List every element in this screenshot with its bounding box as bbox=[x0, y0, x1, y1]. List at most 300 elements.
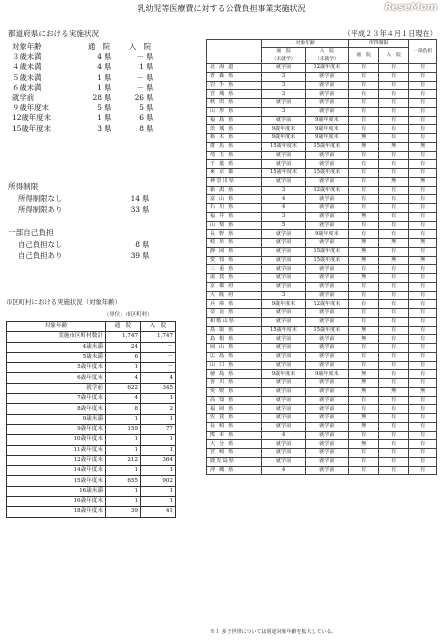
prefecture-value-cell: 就学前 bbox=[262, 457, 305, 466]
municipal-count-cell: 159 bbox=[106, 424, 141, 434]
table-row bbox=[207, 142, 437, 151]
pref-summary-age: 15歳年度末 bbox=[12, 123, 51, 133]
prefecture-value-cell: 有 bbox=[409, 90, 437, 99]
prefecture-value-cell: 就学前 bbox=[305, 212, 348, 221]
prefecture-value-cell: 無 bbox=[349, 256, 379, 265]
municipal-count-cell: 2 bbox=[141, 404, 176, 414]
municipal-count-cell: 1 bbox=[106, 445, 141, 455]
prefecture-value-cell: 有 bbox=[409, 414, 437, 423]
table-row bbox=[207, 396, 437, 405]
municipal-count-cell: 8 bbox=[106, 404, 141, 414]
prefecture-name-cell: 兵 庫 県 bbox=[207, 300, 262, 309]
prefecture-value-cell: 有 bbox=[349, 195, 379, 204]
prefecture-value-cell: 有 bbox=[379, 64, 409, 73]
pref-summary-iu: 県 bbox=[146, 52, 154, 62]
prefecture-value-cell: 有 bbox=[409, 265, 437, 274]
prefecture-value-cell: 就学前 bbox=[262, 405, 305, 414]
municipal-count-cell: 41 bbox=[141, 507, 176, 517]
prefecture-value-cell: 有 bbox=[379, 116, 409, 125]
prefecture-value-cell: 有 bbox=[349, 466, 379, 475]
table-row bbox=[207, 449, 437, 458]
prefecture-value-cell: 有 bbox=[349, 186, 379, 195]
table-row bbox=[7, 414, 176, 424]
pref-summary-age: 12歳年度末 bbox=[12, 113, 51, 123]
prefecture-value-cell: 就学前 bbox=[262, 230, 305, 239]
prefecture-name-cell: 三 重 県 bbox=[207, 265, 262, 274]
municipal-count-cell: 1 bbox=[141, 435, 176, 445]
prefecture-value-cell: 有 bbox=[409, 352, 437, 361]
prefecture-value-cell: 無 bbox=[349, 379, 379, 388]
prefecture-value-cell: 15歳年度末 bbox=[262, 326, 305, 335]
prefecture-value-cell: 有 bbox=[379, 247, 409, 256]
table-row bbox=[7, 383, 176, 393]
prefecture-value-cell: 有 bbox=[379, 282, 409, 291]
pref-summary-age: ３歳未満 bbox=[12, 52, 42, 62]
prefecture-value-cell: 9歳年度末 bbox=[262, 134, 305, 143]
prefecture-name-cell: 岩 手 県 bbox=[207, 81, 262, 90]
prefecture-value-cell: 就学前 bbox=[262, 344, 305, 353]
prefecture-name-cell: 滋 賀 県 bbox=[207, 274, 262, 283]
municipal-age-cell: 6歳年度末 bbox=[7, 373, 106, 383]
table-row bbox=[207, 300, 437, 309]
prefecture-value-cell: 無 bbox=[379, 142, 409, 151]
prefecture-value-cell: 有 bbox=[379, 352, 409, 361]
prefecture-value-cell: 有 bbox=[409, 335, 437, 344]
table-row bbox=[207, 195, 437, 204]
table-row bbox=[7, 476, 176, 486]
prefecture-value-cell: 有 bbox=[409, 431, 437, 440]
table-row bbox=[207, 317, 437, 326]
pref-summary-o: 1 bbox=[97, 113, 102, 123]
table-row bbox=[207, 169, 437, 178]
municipal-age-cell: 9歳年度末 bbox=[7, 424, 106, 434]
prefecture-value-cell: 無 bbox=[379, 387, 409, 396]
prefecture-value-cell: 有 bbox=[349, 344, 379, 353]
prefecture-value-cell: 無 bbox=[409, 142, 437, 151]
prefecture-value-cell: 4 bbox=[262, 431, 305, 440]
prefecture-value-cell: 無 bbox=[349, 440, 379, 449]
prefecture-value-cell: 9歳年度末 bbox=[305, 125, 348, 134]
prefecture-value-cell: 有 bbox=[349, 230, 379, 239]
prefecture-value-cell: 無 bbox=[409, 177, 437, 186]
income-limit-heading: 所得制限 bbox=[8, 182, 39, 191]
prefecture-value-cell: 有 bbox=[379, 422, 409, 431]
prefecture-name-cell: 大 分 県 bbox=[207, 440, 262, 449]
income-limit-row bbox=[18, 204, 149, 215]
prefecture-name-cell: 山 形 県 bbox=[207, 107, 262, 116]
prefecture-value-cell: 有 bbox=[409, 99, 437, 108]
pref-summary-age: ９歳年度末 bbox=[12, 103, 49, 113]
prefecture-name-cell: 岐 阜 県 bbox=[207, 239, 262, 248]
pref-table-header bbox=[207, 40, 437, 48]
prefecture-value-cell: 就学前 bbox=[262, 396, 305, 405]
municipal-count-cell: 1 bbox=[106, 497, 141, 507]
municipal-count-cell: 1 bbox=[106, 435, 141, 445]
prefecture-value-cell: 3 bbox=[262, 90, 305, 99]
pref-summary-i: － bbox=[136, 82, 144, 92]
income-limit-label: 所得制限あり bbox=[18, 205, 63, 214]
prefecture-name-cell: 長 野 県 bbox=[207, 230, 262, 239]
prefecture-value-cell: 3 bbox=[262, 186, 305, 195]
pref-summary-row bbox=[12, 124, 162, 134]
pref-summary-iu: 県 bbox=[146, 103, 154, 113]
table-row bbox=[207, 81, 437, 90]
prefecture-value-cell: 就学前 bbox=[305, 422, 348, 431]
municipal-count-cell: 1 bbox=[141, 445, 176, 455]
municipal-count-cell: 1,747 bbox=[106, 332, 141, 342]
prefecture-value-cell: 有 bbox=[409, 221, 437, 230]
prefecture-value-cell: 無 bbox=[349, 422, 379, 431]
prefecture-value-cell: 無 bbox=[349, 370, 379, 379]
copay-unit: 県 bbox=[142, 240, 150, 249]
income-limit-value: 33 bbox=[130, 205, 140, 214]
municipal-count-cell: 212 bbox=[106, 455, 141, 465]
income-limit-unit: 県 bbox=[142, 194, 150, 203]
prefecture-value-cell: 有 bbox=[349, 177, 379, 186]
prefecture-value-cell: 就学前 bbox=[262, 317, 305, 326]
copay-row bbox=[18, 239, 149, 250]
prefecture-value-cell: 就学前 bbox=[305, 414, 348, 423]
prefecture-value-cell: 就学前 bbox=[305, 466, 348, 475]
prefecture-value-cell: 有 bbox=[379, 160, 409, 169]
prefecture-value-cell: 就学前 bbox=[262, 64, 305, 73]
prefecture-value-cell: 4 bbox=[262, 466, 305, 475]
prefecture-name-cell: 秋 田 県 bbox=[207, 99, 262, 108]
pref-summary-i: 8 bbox=[139, 123, 144, 133]
prefecture-value-cell: 就学前 bbox=[262, 247, 305, 256]
footnote: ※１ 多子世帯については別途対象年齢を拡大している。 bbox=[210, 629, 337, 635]
table-row bbox=[207, 422, 437, 431]
prefecture-value-cell: 就学前 bbox=[305, 90, 348, 99]
prefecture-value-cell: 有 bbox=[349, 72, 379, 81]
table-row bbox=[7, 352, 176, 362]
prefecture-value-cell: 無 bbox=[349, 387, 379, 396]
copay-unit: 県 bbox=[142, 251, 150, 260]
prefecture-value-cell: 有 bbox=[349, 431, 379, 440]
prefecture-value-cell: 有 bbox=[409, 300, 437, 309]
prefecture-value-cell: 有 bbox=[379, 221, 409, 230]
prefecture-name-cell: 高 知 県 bbox=[207, 396, 262, 405]
income-limit-label: 所得制限なし bbox=[18, 194, 63, 203]
income-limit-list bbox=[18, 193, 149, 215]
prefecture-name-cell: 奈 良 県 bbox=[207, 309, 262, 318]
table-row bbox=[207, 370, 437, 379]
prefecture-value-cell: 有 bbox=[409, 309, 437, 318]
page-title: 乳幼児等医療費に対する公費負担事業実施状況 bbox=[137, 4, 306, 13]
prefecture-value-cell: 就学前 bbox=[305, 291, 348, 300]
prefecture-value-cell: 就学前 bbox=[262, 352, 305, 361]
prefecture-value-cell: 就学前 bbox=[305, 265, 348, 274]
prefecture-value-cell: 有 bbox=[379, 326, 409, 335]
prefecture-value-cell: 無 bbox=[349, 335, 379, 344]
table-row bbox=[207, 361, 437, 370]
prefecture-value-cell: 有 bbox=[379, 99, 409, 108]
pref-summary-ou: 県 bbox=[104, 82, 112, 92]
prefecture-value-cell: 有 bbox=[349, 317, 379, 326]
prefecture-value-cell: 有 bbox=[409, 291, 437, 300]
municipal-age-cell: 12歳年度末 bbox=[7, 455, 106, 465]
pref-summary-row bbox=[12, 103, 162, 113]
table-row bbox=[207, 212, 437, 221]
prefecture-name-cell: 大 阪 府 bbox=[207, 291, 262, 300]
prefecture-value-cell: 9歳年度末 bbox=[262, 300, 305, 309]
prefecture-value-cell: 就学前 bbox=[305, 405, 348, 414]
prefecture-value-cell: 就学前 bbox=[262, 151, 305, 160]
prefecture-name-cell: 愛 媛 県 bbox=[207, 387, 262, 396]
table-row bbox=[207, 160, 437, 169]
prefecture-value-cell: 有 bbox=[379, 72, 409, 81]
prefecture-name-cell: 広 島 県 bbox=[207, 352, 262, 361]
municipal-count-cell: 1 bbox=[106, 414, 141, 424]
prefecture-value-cell: 有 bbox=[379, 195, 409, 204]
pref-summary-o: 1 bbox=[97, 72, 102, 82]
prefecture-value-cell: 就学前 bbox=[305, 282, 348, 291]
copay-label: 自己負担なし bbox=[18, 240, 63, 249]
prefecture-name-cell: 青 森 県 bbox=[207, 72, 262, 81]
subheader-limit-inpatient: 入 院 bbox=[379, 48, 409, 64]
pref-summary-o: 5 bbox=[97, 103, 102, 113]
prefecture-name-cell: 佐 賀 県 bbox=[207, 414, 262, 423]
municipal-count-cell: 4 bbox=[141, 373, 176, 383]
prefecture-value-cell: 9歳年度末 bbox=[262, 370, 305, 379]
table-row bbox=[7, 486, 176, 496]
prefecture-value-cell: 就学前 bbox=[262, 256, 305, 265]
pref-summary-ou: 県 bbox=[104, 72, 112, 82]
table-row bbox=[207, 291, 437, 300]
prefecture-name-cell: 石 川 県 bbox=[207, 204, 262, 213]
pref-summary-ou: 県 bbox=[104, 92, 112, 102]
prefecture-name-cell: 岡 山 県 bbox=[207, 344, 262, 353]
table-row bbox=[207, 134, 437, 143]
pref-section-heading: 都道府県における実施状況 bbox=[8, 29, 100, 38]
prefecture-value-cell: 有 bbox=[349, 160, 379, 169]
prefecture-value-cell: 15歳年度末 bbox=[305, 142, 348, 151]
prefecture-value-cell: 有 bbox=[409, 449, 437, 458]
municipal-count-cell: 4 bbox=[106, 394, 141, 404]
table-row bbox=[7, 363, 176, 373]
income-limit-unit: 県 bbox=[142, 205, 150, 214]
table-row bbox=[207, 282, 437, 291]
prefecture-value-cell: 無 bbox=[349, 134, 379, 143]
prefecture-value-cell: 有 bbox=[349, 309, 379, 318]
municipal-age-cell: 10歳年度末 bbox=[7, 435, 106, 445]
pref-summary-iu: 県 bbox=[146, 123, 154, 133]
prefecture-value-cell: 無 bbox=[409, 387, 437, 396]
prefecture-name-cell: 熊 本 県 bbox=[207, 431, 262, 440]
prefecture-table bbox=[206, 39, 437, 475]
prefecture-value-cell: 有 bbox=[349, 107, 379, 116]
table-row bbox=[207, 116, 437, 125]
prefecture-name-cell: 茨 城 県 bbox=[207, 125, 262, 134]
prefecture-value-cell: 就学前 bbox=[262, 116, 305, 125]
prefecture-value-cell: 9歳年度末 bbox=[305, 230, 348, 239]
pref-summary-iu: 県 bbox=[146, 82, 154, 92]
prefecture-value-cell: 有 bbox=[409, 204, 437, 213]
table-row bbox=[207, 405, 437, 414]
prefecture-value-cell: 就学前 bbox=[262, 160, 305, 169]
prefecture-value-cell: 有 bbox=[409, 370, 437, 379]
prefecture-value-cell: 有 bbox=[379, 361, 409, 370]
prefecture-value-cell: 有 bbox=[379, 230, 409, 239]
pref-summary-i: 6 bbox=[139, 113, 144, 123]
prefecture-value-cell: 有 bbox=[409, 361, 437, 370]
table-row bbox=[207, 204, 437, 213]
prefecture-value-cell: 就学前 bbox=[305, 352, 348, 361]
prefecture-value-cell: 就学前 bbox=[262, 274, 305, 283]
prefecture-value-cell: 無 bbox=[379, 239, 409, 248]
table-row bbox=[7, 455, 176, 465]
table-row bbox=[207, 64, 437, 73]
prefecture-value-cell: 有 bbox=[379, 440, 409, 449]
prefecture-value-cell: 就学前 bbox=[305, 317, 348, 326]
prefecture-value-cell: 就学前 bbox=[305, 221, 348, 230]
prefecture-value-cell: 就学前 bbox=[305, 440, 348, 449]
prefecture-value-cell: 15歳年度末 bbox=[305, 247, 348, 256]
prefecture-value-cell: 就学前 bbox=[305, 457, 348, 466]
table-row bbox=[7, 332, 176, 342]
table-row bbox=[207, 72, 437, 81]
municipal-age-cell: 15歳年度末 bbox=[7, 476, 106, 486]
subheader-outpatient: 通 院 （未就学） bbox=[262, 48, 305, 64]
prefecture-value-cell: 有 bbox=[349, 125, 379, 134]
table-row bbox=[207, 107, 437, 116]
prefecture-value-cell: 9歳年度末 bbox=[305, 116, 348, 125]
prefecture-value-cell: 3 bbox=[262, 291, 305, 300]
prefecture-value-cell: 有 bbox=[409, 212, 437, 221]
prefecture-value-cell: 就学前 bbox=[262, 379, 305, 388]
municipal-count-cell: － bbox=[141, 342, 176, 352]
prefecture-value-cell: 無 bbox=[349, 274, 379, 283]
prefecture-value-cell: 有 bbox=[409, 151, 437, 160]
prefecture-value-cell: 有 bbox=[409, 440, 437, 449]
prefecture-value-cell: 有 bbox=[409, 107, 437, 116]
municipal-age-cell: 16歳未満 bbox=[7, 486, 106, 496]
prefecture-value-cell: 有 bbox=[349, 64, 379, 73]
header-copay: 一部負担 bbox=[409, 40, 437, 64]
pref-summary-iu: 県 bbox=[146, 113, 154, 123]
prefecture-value-cell: 有 bbox=[409, 282, 437, 291]
municipal-age-cell: 5歳未満 bbox=[7, 352, 106, 362]
prefecture-value-cell: 有 bbox=[409, 134, 437, 143]
prefecture-value-cell: 有 bbox=[349, 151, 379, 160]
prefecture-name-cell: 福 島 県 bbox=[207, 116, 262, 125]
prefecture-value-cell: 就学前 bbox=[305, 274, 348, 283]
prefecture-value-cell: 有 bbox=[379, 457, 409, 466]
municipal-age-cell: 8歳年度末 bbox=[7, 404, 106, 414]
prefecture-value-cell: 12歳年度末 bbox=[305, 300, 348, 309]
prefecture-name-cell: 北 海 道 bbox=[207, 64, 262, 73]
prefecture-name-cell: 山 梨 県 bbox=[207, 221, 262, 230]
prefecture-value-cell: 9歳年度末 bbox=[305, 370, 348, 379]
resemom-logo: ReseMom bbox=[384, 2, 437, 13]
header-income-limit: 所得制限 bbox=[349, 40, 409, 48]
copay-row bbox=[18, 250, 149, 261]
pref-summary-age: ５歳未満 bbox=[12, 72, 42, 82]
table-row bbox=[7, 373, 176, 383]
prefecture-value-cell: 有 bbox=[349, 116, 379, 125]
prefecture-value-cell: 3 bbox=[262, 72, 305, 81]
pref-summary-row bbox=[12, 62, 162, 72]
pref-summary-i: 5 bbox=[139, 103, 144, 113]
table-row bbox=[207, 151, 437, 160]
table-row bbox=[207, 414, 437, 423]
municipal-header-cell: 対象年齢 bbox=[7, 322, 106, 332]
prefecture-value-cell: 有 bbox=[349, 99, 379, 108]
municipal-count-cell: 655 bbox=[106, 476, 141, 486]
prefecture-value-cell: 有 bbox=[379, 107, 409, 116]
municipal-count-cell: 77 bbox=[141, 424, 176, 434]
prefecture-value-cell: 有 bbox=[409, 379, 437, 388]
prefecture-value-cell: 5 bbox=[262, 221, 305, 230]
municipal-age-cell: 18歳年度末 bbox=[7, 507, 106, 517]
prefecture-name-cell: 和歌山県 bbox=[207, 317, 262, 326]
prefecture-value-cell: 就学前 bbox=[262, 99, 305, 108]
prefecture-value-cell: 15歳年度末 bbox=[262, 169, 305, 178]
prefecture-value-cell: 有 bbox=[379, 204, 409, 213]
prefecture-value-cell: 就学前 bbox=[305, 81, 348, 90]
prefecture-value-cell: 有 bbox=[409, 344, 437, 353]
prefecture-value-cell: 就学前 bbox=[305, 387, 348, 396]
prefecture-value-cell: 有 bbox=[379, 134, 409, 143]
header-age: 対象年齢 bbox=[12, 42, 42, 51]
prefecture-value-cell: 就学前 bbox=[305, 204, 348, 213]
municipal-header-cell: 通 院 bbox=[106, 322, 141, 332]
municipal-caption: 市区町村における実施状況（対象年齢） bbox=[6, 298, 122, 306]
table-row bbox=[207, 90, 437, 99]
pref-summary-o: 28 bbox=[92, 92, 102, 102]
prefecture-value-cell: 就学前 bbox=[262, 387, 305, 396]
prefecture-value-cell: 有 bbox=[379, 125, 409, 134]
prefecture-value-cell: 就学前 bbox=[305, 396, 348, 405]
prefecture-value-cell: 就学前 bbox=[305, 177, 348, 186]
pref-summary-iu: 県 bbox=[146, 72, 154, 82]
prefecture-value-cell: 無 bbox=[379, 256, 409, 265]
municipal-age-cell: 実施市区町村数計 bbox=[7, 332, 106, 342]
prefecture-value-cell: 有 bbox=[379, 81, 409, 90]
prefecture-name-cell: 鹿児島県 bbox=[207, 457, 262, 466]
prefecture-value-cell: 就学前 bbox=[305, 449, 348, 458]
municipal-age-cell: 5歳年度末 bbox=[7, 363, 106, 373]
copay-value: 8 bbox=[135, 240, 140, 249]
table-row bbox=[207, 457, 437, 466]
pref-summary-header bbox=[12, 42, 162, 52]
municipal-count-cell: 1 bbox=[141, 414, 176, 424]
table-row bbox=[207, 125, 437, 134]
municipal-unit-note: （単位：市区町村） bbox=[104, 312, 153, 318]
prefecture-name-cell: 富 山 県 bbox=[207, 195, 262, 204]
prefecture-value-cell: 就学前 bbox=[305, 107, 348, 116]
prefecture-value-cell: 就学前 bbox=[262, 361, 305, 370]
table-row bbox=[7, 394, 176, 404]
prefecture-value-cell: 有 bbox=[379, 449, 409, 458]
prefecture-value-cell: 有 bbox=[379, 151, 409, 160]
prefecture-value-cell: 就学前 bbox=[262, 449, 305, 458]
table-row bbox=[207, 274, 437, 283]
prefecture-value-cell: 15歳年度末 bbox=[262, 142, 305, 151]
prefecture-value-cell: 有 bbox=[349, 169, 379, 178]
prefecture-name-cell: 千 葉 県 bbox=[207, 160, 262, 169]
municipal-count-cell: 1 bbox=[141, 394, 176, 404]
prefecture-value-cell: 15歳年度末 bbox=[305, 256, 348, 265]
prefecture-value-cell: 有 bbox=[379, 300, 409, 309]
prefecture-value-cell: 有 bbox=[349, 352, 379, 361]
prefecture-name-cell: 栃 木 県 bbox=[207, 134, 262, 143]
header-inpatient: 入 院 bbox=[128, 42, 152, 51]
prefecture-value-cell: 有 bbox=[409, 72, 437, 81]
prefecture-name-cell: 福 井 県 bbox=[207, 212, 262, 221]
pref-summary-i: － bbox=[136, 52, 144, 62]
copay-label: 自己負担あり bbox=[18, 251, 63, 260]
